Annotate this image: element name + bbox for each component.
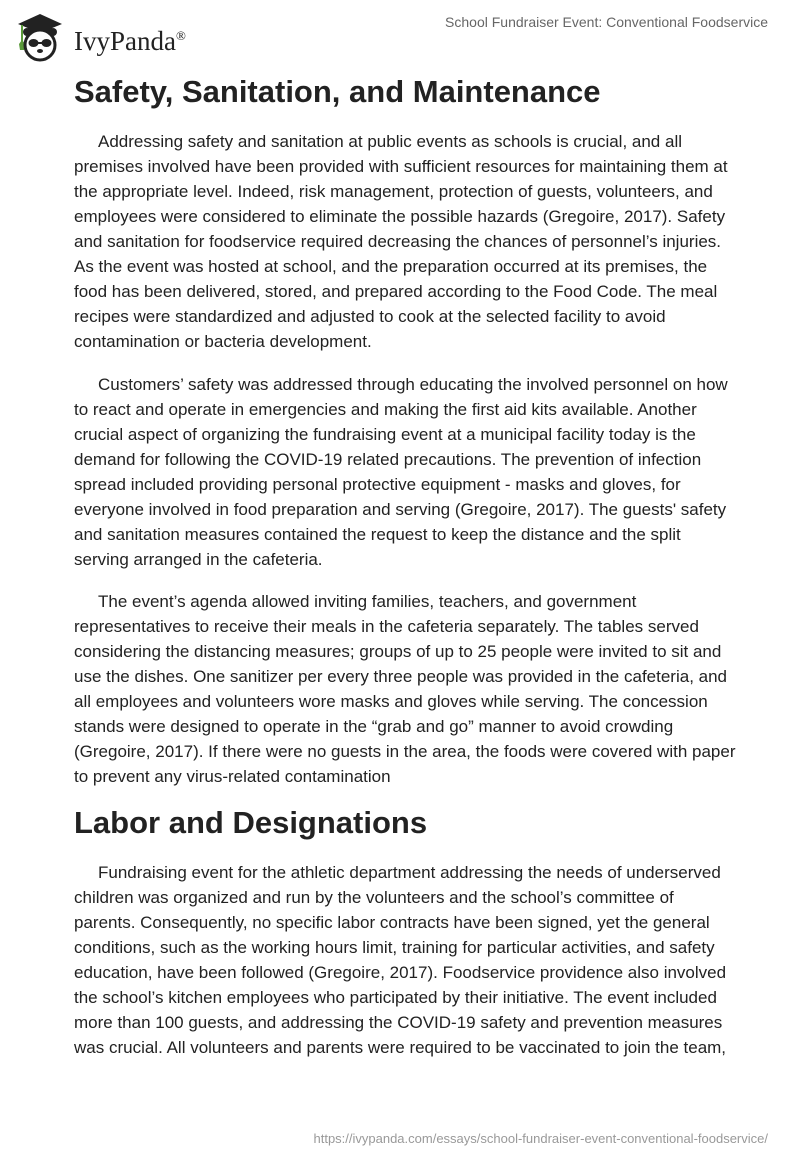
paragraph (74, 129, 734, 354)
paragraph-line: demand for following the COVID-19 related precautions. The prevention of infection (74, 450, 702, 469)
logo[interactable] (12, 8, 186, 64)
paragraph-line: representatives to receive their meals in the cafeteria separately. The tables served (74, 617, 699, 636)
paragraph-line: Customers’ safety was addressed through educating the involved personnel on how (98, 375, 728, 394)
paragraph-line: stands were designed to operate in the “grab and go” manner to avoid crowding (74, 717, 674, 736)
paragraph-line: The event’s agenda allowed inviting families, teachers, and government (98, 592, 637, 611)
section-heading: Safety, Sanitation, and Maintenance (74, 74, 601, 109)
paragraph-line: spread included providing personal protective equipment - masks and gloves, for (74, 475, 681, 494)
section-heading: Labor and Designations (74, 805, 428, 840)
source-url[interactable]: https://ivypanda.com/essays/school-fundraiser-event-conventional-foodservice/ (313, 1131, 768, 1146)
paragraph-line: premises involved have been provided with sufficient resources for maintaining them at (74, 157, 728, 176)
paragraph-line: to react and operate in emergencies and making the first aid kits available. Another (74, 400, 697, 419)
paragraph (74, 589, 734, 789)
paragraph-line: contamination or bacteria development. (74, 332, 372, 351)
paragraph-line: education, have been followed (Gregoire, 2017). Foodservice providence also involved (74, 963, 727, 982)
paragraph (74, 860, 734, 1060)
paragraph-line: parents. Consequently, no specific labor contracts have been signed, yet the general (74, 913, 710, 932)
paragraph-line: the school’s kitchen employees who participated by their initiative. The event included (74, 988, 717, 1007)
paragraph-line: employees were considered to eliminate the possible hazards (Gregoire, 2017). Safety (74, 207, 726, 226)
paragraph-line: serving arranged in the cafeteria. (74, 550, 323, 569)
paragraph-line: Addressing safety and sanitation at public events as schools is crucial, and all (98, 132, 682, 151)
paragraph-line: As the event was hosted at school, and the preparation occurred at its premises, the (74, 257, 708, 276)
paragraph-line: Fundraising event for the athletic department addressing the needs of underserved (98, 863, 721, 882)
paragraph-line: and sanitation measures contained the request to keep the distance and the split (74, 525, 681, 544)
paragraph-line: children was organized and run by the volunteers and the school’s committee of (74, 888, 674, 907)
paragraph-line: use the dishes. One sanitizer per every three people was provided in the cafeteria, and (74, 667, 727, 686)
paragraph-line: food has been delivered, stored, and prepared according to the Food Code. The meal (74, 282, 718, 301)
paragraph (74, 372, 734, 572)
paragraph-line: (Gregoire, 2017). If there were no guests in the area, the foods were covered with paper (74, 742, 736, 761)
paragraph-line: more than 100 guests, and addressing the COVID-19 safety and prevention measures (74, 1013, 723, 1032)
document-title: School Fundraiser Event: Conventional Foodservice (445, 14, 768, 30)
paragraph-line: conditions, such as the working hours limit, training for particular activities, and safety (74, 938, 715, 957)
paragraph-line: considering the distancing measures; groups of up to 25 people were invited to sit and (74, 642, 722, 661)
paragraph-line: all employees and volunteers wore masks and gloves while serving. The concession (74, 692, 708, 711)
paragraph-line: and sanitation for foodservice required decreasing the chances of personnel’s injuries. (74, 232, 722, 251)
logo-text: IvyPanda® (74, 25, 186, 56)
paragraph-line: recipes were standardized and adjusted to cook at the selected facility to avoid (74, 307, 666, 326)
paragraph-line: was crucial. All volunteers and parents were required to be vaccinated to join the team, (74, 1038, 727, 1057)
panda-logo-icon (12, 8, 68, 64)
paragraph-line: everyone involved in food preparation and serving (Gregoire, 2017). The guests' safety (74, 500, 727, 519)
paragraph-line: the appropriate level. Indeed, risk management, protection of guests, volunteers, and (74, 182, 713, 201)
paragraph-line: crucial aspect of organizing the fundraising event at a municipal facility today is the (74, 425, 696, 444)
paragraph-line: to prevent any virus-related contamination (74, 767, 391, 786)
